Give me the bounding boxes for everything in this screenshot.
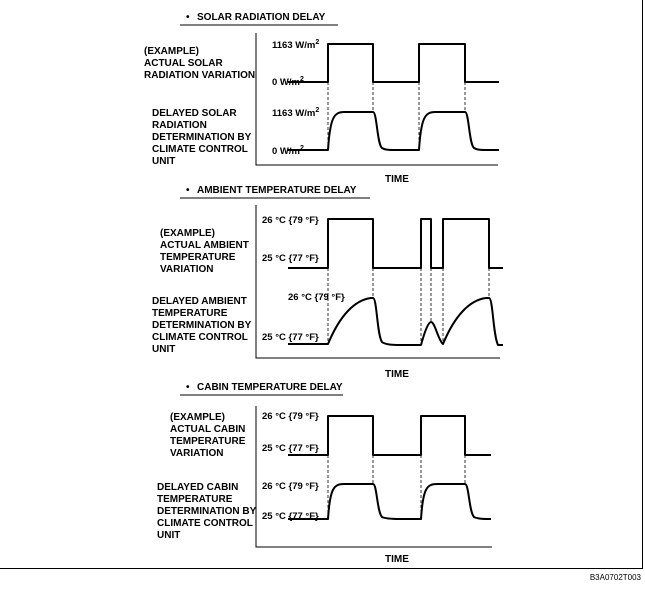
actual-solar-signal	[288, 44, 499, 82]
delayed-high-value: 1163 $W/m^2$	[272, 107, 320, 119]
delayed-low-value: 25 °C {77 °F}	[262, 332, 319, 343]
time-axis-label: TIME	[385, 554, 409, 565]
time-axis-label: TIME	[385, 369, 409, 380]
time-axis-label: TIME	[385, 174, 409, 185]
actual-low-value: 25 °C {77 °F}	[262, 443, 319, 454]
delayed-label: DELAYED CABIN TEMPERATURE DETERMINATION BY CLIMATE CONTROL UNIT	[157, 482, 257, 541]
actual-label: (EXAMPLE) ACTUAL AMBIENT TEMPERATURE VARIATION	[160, 228, 249, 275]
transition-guides	[328, 455, 465, 519]
section-title: SOLAR RADIATION DELAY	[197, 12, 326, 23]
actual-high-value: 26 °C {79 °F}	[262, 411, 319, 422]
section-bullet: •	[186, 382, 190, 393]
delayed-ambient-signal	[288, 298, 503, 345]
delayed-label: DELAYED AMBIENT TEMPERATURE DETERMINATION BY CLIMATE CONTROL UNIT	[152, 296, 252, 355]
actual-label: (EXAMPLE) ACTUAL CABIN TEMPERATURE VARIATION	[170, 412, 246, 459]
section-bullet: •	[186, 185, 190, 196]
section-title: AMBIENT TEMPERATURE DELAY	[197, 185, 357, 196]
delayed-low-value: 0 $W/m^2$	[272, 145, 304, 157]
transition-guides	[328, 82, 465, 150]
delayed-high-value: 26 °C {79 °F}	[288, 292, 345, 303]
actual-label: (EXAMPLE) ACTUAL SOLAR RADIATION VARIATION	[144, 46, 256, 81]
delayed-high-value: 26 °C {79 °F}	[262, 481, 319, 492]
actual-low-value: 25 °C {77 °F}	[262, 253, 319, 264]
section-bullet: •	[186, 12, 190, 23]
delayed-label: DELAYED SOLAR RADIATION DETERMINATION BY CLIMATE CONTROL UNIT	[152, 108, 252, 167]
actual-high-value: 26 °C {79 °F}	[262, 215, 319, 226]
actual-ambient-signal	[288, 219, 503, 268]
actual-high-value: 1163 $W/m^2$	[272, 39, 320, 51]
section-ambient	[152, 185, 503, 380]
section-title: CABIN TEMPERATURE DELAY	[197, 382, 343, 393]
figure-code: B3A0702T003	[589, 573, 641, 582]
section-cabin	[157, 382, 492, 565]
delayed-low-value: 25 °C {77 °F}	[262, 511, 319, 522]
section-solar	[144, 12, 499, 185]
delayed-solar-signal	[288, 112, 499, 150]
actual-low-value: 0 $W/m^2$	[272, 76, 304, 88]
